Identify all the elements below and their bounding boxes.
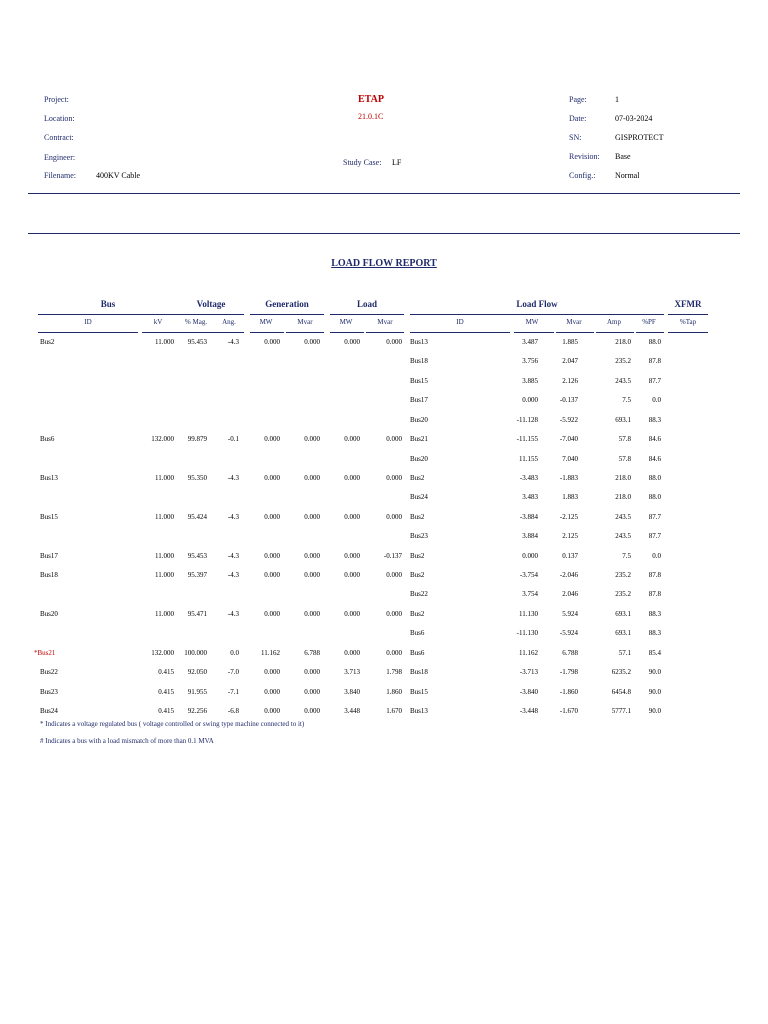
col-line-ang xyxy=(214,332,244,333)
page-label: Page: xyxy=(569,95,587,104)
cell-ang: -4.3 xyxy=(227,552,239,560)
col-line-gen-mvar xyxy=(286,332,324,333)
col-line-flow-id xyxy=(410,332,510,333)
cell-amp: 235.2 xyxy=(615,571,631,579)
contract-label: Contract: xyxy=(44,133,74,142)
engineer-label: Engineer: xyxy=(44,153,76,162)
cell-to: Bus13 xyxy=(410,707,428,715)
cell-to: Bus22 xyxy=(410,590,428,598)
cell-fmw: 3.884 xyxy=(522,532,538,540)
cell-fmw: -3.884 xyxy=(519,513,538,521)
cell-mag: 92.256 xyxy=(187,707,207,715)
study-case-value: LF xyxy=(392,158,402,167)
cell-amp: 218.0 xyxy=(615,493,631,501)
col-header-flow-mvar: Mvar xyxy=(566,318,582,326)
group-line-load xyxy=(330,314,404,315)
cell-lmvar: 0.000 xyxy=(386,435,402,443)
cell-lmvar: 0.000 xyxy=(386,571,402,579)
cell-bus: Bus17 xyxy=(40,552,58,560)
cell-pf: 90.0 xyxy=(648,707,661,715)
cell-fmvar: -5.924 xyxy=(559,629,578,637)
cell-fmvar: -1.883 xyxy=(559,474,578,482)
col-header-kv: kV xyxy=(153,318,163,326)
report-title: LOAD FLOW REPORT xyxy=(331,258,437,269)
cell-mag: 100.000 xyxy=(184,649,207,657)
cell-fmw: -3.840 xyxy=(519,688,538,696)
col-header-tap: %Tap xyxy=(679,318,697,326)
col-line-flow-mvar xyxy=(556,332,594,333)
sn-label: SN: xyxy=(569,133,582,142)
cell-pf: 84.6 xyxy=(648,435,661,443)
cell-pf: 87.7 xyxy=(648,532,661,540)
cell-ang: -4.3 xyxy=(227,338,239,346)
cell-kv: 0.415 xyxy=(158,668,174,676)
cell-bus: Bus13 xyxy=(40,474,58,482)
cell-amp: 218.0 xyxy=(615,474,631,482)
cell-lmw: 3.840 xyxy=(344,688,360,696)
cell-amp: 693.1 xyxy=(615,629,631,637)
col-header-bus-id: ID xyxy=(84,318,92,326)
cell-kv: 0.415 xyxy=(158,688,174,696)
cell-pf: 88.3 xyxy=(648,416,661,424)
cell-lmvar: 0.000 xyxy=(386,338,402,346)
cell-fmvar: 2.046 xyxy=(562,590,578,598)
cell-gmvar: 0.000 xyxy=(304,513,320,521)
cell-gmvar: 0.000 xyxy=(304,688,320,696)
cell-gmvar: 0.000 xyxy=(304,668,320,676)
cell-to: Bus21 xyxy=(410,435,428,443)
cell-to: Bus18 xyxy=(410,357,428,365)
cell-kv: 11.000 xyxy=(155,474,174,482)
cell-fmvar: 2.126 xyxy=(562,377,578,385)
cell-ang: -7.1 xyxy=(227,688,239,696)
date-label: Date: xyxy=(569,114,587,123)
cell-to: Bus2 xyxy=(410,571,425,579)
cell-lmw: 3.713 xyxy=(344,668,360,676)
cell-lmvar: 0.000 xyxy=(386,513,402,521)
cell-gmw: 0.000 xyxy=(264,338,280,346)
col-line-bus-id xyxy=(38,332,138,333)
cell-mag: 92.050 xyxy=(187,668,207,676)
cell-amp: 693.1 xyxy=(615,610,631,618)
page-value: 1 xyxy=(615,95,619,104)
cell-gmw: 0.000 xyxy=(264,474,280,482)
cell-gmw: 11.162 xyxy=(261,649,280,657)
col-header-gen-mw: MW xyxy=(259,318,273,326)
col-line-kv xyxy=(142,332,178,333)
cell-gmvar: 0.000 xyxy=(304,571,320,579)
cell-pf: 84.6 xyxy=(648,455,661,463)
cell-gmw: 0.000 xyxy=(264,610,280,618)
cell-fmvar: -2.046 xyxy=(559,571,578,579)
col-header-load-mvar: Mvar xyxy=(377,318,393,326)
col-header-pf: %PF xyxy=(642,318,656,326)
cell-gmvar: 0.000 xyxy=(304,552,320,560)
cell-to: Bus2 xyxy=(410,474,425,482)
cell-fmvar: -2.125 xyxy=(559,513,578,521)
header-divider xyxy=(28,193,740,194)
cell-bus: Bus2 xyxy=(40,338,55,346)
cell-gmvar: 0.000 xyxy=(304,435,320,443)
cell-amp: 57.8 xyxy=(618,435,631,443)
cell-fmvar: -1.860 xyxy=(559,688,578,696)
cell-mag: 95.453 xyxy=(187,338,207,346)
cell-gmw: 0.000 xyxy=(264,513,280,521)
cell-gmvar: 0.000 xyxy=(304,338,320,346)
cell-lmw: 0.000 xyxy=(344,513,360,521)
cell-bus: Bus18 xyxy=(40,571,58,579)
cell-to: Bus6 xyxy=(410,629,425,637)
cell-kv: 11.000 xyxy=(155,571,174,579)
cell-to: Bus23 xyxy=(410,532,428,540)
cell-fmvar: 6.788 xyxy=(562,649,578,657)
cell-amp: 7.5 xyxy=(622,396,631,404)
cell-ang: -6.8 xyxy=(227,707,239,715)
note-load-mismatch: # Indicates a bus with a load mismatch of more than 0.1 MVA xyxy=(40,737,214,745)
cell-pf: 88.0 xyxy=(648,474,661,482)
col-line-mag xyxy=(178,332,214,333)
cell-amp: 6235.2 xyxy=(611,668,631,676)
col-header-flow-id: ID xyxy=(456,318,464,326)
cell-ang: -4.3 xyxy=(227,571,239,579)
cell-fmw: 3.885 xyxy=(522,377,538,385)
cell-kv: 11.000 xyxy=(155,552,174,560)
cell-fmw: -3.713 xyxy=(519,668,538,676)
cell-fmvar: 1.883 xyxy=(562,493,578,501)
cell-bus: Bus22 xyxy=(40,668,58,676)
cell-gmvar: 0.000 xyxy=(304,707,320,715)
cell-lmw: 0.000 xyxy=(344,610,360,618)
cell-fmvar: 0.137 xyxy=(562,552,578,560)
sn-value: GISPROTECT xyxy=(615,133,664,142)
cell-fmvar: 7.040 xyxy=(562,455,578,463)
col-header-amp: Amp xyxy=(607,318,621,326)
cell-pf: 0.0 xyxy=(652,396,661,404)
project-label: Project: xyxy=(44,95,69,104)
cell-to: Bus15 xyxy=(410,688,428,696)
cell-ang: -4.3 xyxy=(227,474,239,482)
cell-pf: 88.0 xyxy=(648,493,661,501)
cell-pf: 88.3 xyxy=(648,629,661,637)
col-header-gen-mvar: Mvar xyxy=(297,318,313,326)
cell-gmvar: 0.000 xyxy=(304,474,320,482)
cell-fmw: 3.756 xyxy=(522,357,538,365)
cell-fmw: -3.448 xyxy=(519,707,538,715)
cell-pf: 88.3 xyxy=(648,610,661,618)
group-header-bus: Bus xyxy=(100,299,116,309)
cell-kv: 11.000 xyxy=(155,610,174,618)
col-line-gen-mw xyxy=(250,332,284,333)
col-line-flow-mw xyxy=(514,332,554,333)
cell-lmvar: 1.670 xyxy=(386,707,402,715)
cell-lmvar: 1.860 xyxy=(386,688,402,696)
cell-lmw: 0.000 xyxy=(344,552,360,560)
group-header-load: Load xyxy=(356,299,377,309)
cell-bus: Bus15 xyxy=(40,513,58,521)
cell-gmw: 0.000 xyxy=(264,571,280,579)
cell-lmvar: 0.000 xyxy=(386,649,402,657)
group-line-xfmr xyxy=(668,314,708,315)
filename-label: Filename: xyxy=(44,171,76,180)
cell-fmw: 11.130 xyxy=(519,610,538,618)
cell-bus: Bus6 xyxy=(40,435,55,443)
revision-value: Base xyxy=(615,152,631,161)
cell-mag: 95.453 xyxy=(187,552,207,560)
cell-to: Bus2 xyxy=(410,610,425,618)
cell-pf: 88.0 xyxy=(648,338,661,346)
cell-gmw: 0.000 xyxy=(264,668,280,676)
cell-to: Bus20 xyxy=(410,416,428,424)
cell-fmvar: -5.922 xyxy=(559,416,578,424)
cell-lmw: 0.000 xyxy=(344,338,360,346)
cell-mag: 99.879 xyxy=(187,435,207,443)
group-header-generation: Generation xyxy=(265,299,309,309)
cell-lmw: 0.000 xyxy=(344,571,360,579)
cell-fmw: -11.128 xyxy=(516,416,538,424)
cell-mag: 95.350 xyxy=(187,474,207,482)
col-header-flow-mw: MW xyxy=(525,318,539,326)
cell-amp: 5777.1 xyxy=(611,707,631,715)
cell-to: Bus20 xyxy=(410,455,428,463)
cell-to: Bus17 xyxy=(410,396,428,404)
cell-pf: 87.8 xyxy=(648,357,661,365)
cell-pf: 90.0 xyxy=(648,688,661,696)
col-line-load-mvar xyxy=(366,332,404,333)
cell-gmw: 0.000 xyxy=(264,707,280,715)
cell-fmvar: 2.125 xyxy=(562,532,578,540)
cell-fmvar: -1.670 xyxy=(559,707,578,715)
cell-mag: 95.397 xyxy=(187,571,207,579)
cell-lmvar: 0.000 xyxy=(386,474,402,482)
cell-to: Bus13 xyxy=(410,338,428,346)
cell-fmw: 0.000 xyxy=(522,552,538,560)
filename-value: 400KV Cable xyxy=(96,171,141,180)
cell-fmvar: 2.047 xyxy=(562,357,578,365)
cell-fmw: 0.000 xyxy=(522,396,538,404)
group-header-xfmr: XFMR xyxy=(674,299,702,309)
cell-kv: 132.000 xyxy=(151,649,174,657)
cell-gmw: 0.000 xyxy=(264,552,280,560)
cell-mag: 91.955 xyxy=(187,688,207,696)
cell-lmvar: -0.137 xyxy=(383,552,402,560)
cell-fmw: -11.130 xyxy=(516,629,538,637)
report-header xyxy=(0,0,768,200)
col-header-mag: % Mag. xyxy=(184,318,208,326)
cell-fmvar: -0.137 xyxy=(559,396,578,404)
cell-amp: 218.0 xyxy=(615,338,631,346)
col-line-pf xyxy=(636,332,664,333)
cell-to: Bus18 xyxy=(410,668,428,676)
col-line-load-mw xyxy=(330,332,364,333)
cell-amp: 243.5 xyxy=(615,513,631,521)
cell-amp: 693.1 xyxy=(615,416,631,424)
cell-ang: -4.3 xyxy=(227,513,239,521)
cell-lmw: 0.000 xyxy=(344,435,360,443)
cell-amp: 57.8 xyxy=(618,455,631,463)
cell-fmvar: -7.040 xyxy=(559,435,578,443)
revision-label: Revision: xyxy=(569,152,600,161)
cell-kv: 0.415 xyxy=(158,707,174,715)
cell-fmw: -11.155 xyxy=(516,435,538,443)
cell-fmvar: -1.798 xyxy=(559,668,578,676)
cell-to: Bus6 xyxy=(410,649,425,657)
config-label: Config.: xyxy=(569,171,596,180)
cell-to: Bus15 xyxy=(410,377,428,385)
cell-kv: 11.000 xyxy=(155,513,174,521)
cell-kv: 132.000 xyxy=(151,435,174,443)
cell-pf: 87.8 xyxy=(648,590,661,598)
section-divider xyxy=(28,233,740,234)
cell-mag: 95.471 xyxy=(187,610,207,618)
group-line-load-flow xyxy=(410,314,664,315)
cell-gmw: 0.000 xyxy=(264,435,280,443)
app-name: ETAP xyxy=(358,94,384,105)
cell-fmvar: 1.885 xyxy=(562,338,578,346)
group-line-bus xyxy=(38,314,178,315)
cell-fmvar: 5.924 xyxy=(562,610,578,618)
cell-amp: 235.2 xyxy=(615,357,631,365)
cell-pf: 87.8 xyxy=(648,571,661,579)
cell-gmvar: 6.788 xyxy=(304,649,320,657)
col-header-ang: Ang. xyxy=(222,318,236,326)
cell-fmw: -3.483 xyxy=(519,474,538,482)
cell-pf: 90.0 xyxy=(648,668,661,676)
col-line-tap xyxy=(668,332,708,333)
cell-fmw: 11.155 xyxy=(519,455,538,463)
cell-kv: 11.000 xyxy=(155,338,174,346)
cell-pf: 0.0 xyxy=(652,552,661,560)
cell-fmw: -3.754 xyxy=(519,571,538,579)
cell-ang: 0.0 xyxy=(230,649,239,657)
col-header-load-mw: MW xyxy=(339,318,353,326)
group-header-load-flow: Load Flow xyxy=(516,299,558,309)
cell-to: Bus2 xyxy=(410,552,425,560)
group-header-voltage: Voltage xyxy=(196,299,226,309)
config-value: Normal xyxy=(615,171,640,180)
cell-pf: 85.4 xyxy=(648,649,661,657)
cell-pf: 87.7 xyxy=(648,377,661,385)
cell-amp: 57.1 xyxy=(618,649,631,657)
cell-to: Bus24 xyxy=(410,493,428,501)
cell-lmvar: 1.798 xyxy=(386,668,402,676)
cell-ang: -7.0 xyxy=(227,668,239,676)
cell-mag: 95.424 xyxy=(187,513,207,521)
cell-fmw: 3.754 xyxy=(522,590,538,598)
location-label: Location: xyxy=(44,114,75,123)
cell-amp: 243.5 xyxy=(615,377,631,385)
cell-bus: Bus23 xyxy=(40,688,58,696)
cell-amp: 6454.8 xyxy=(611,688,631,696)
cell-pf: 87.7 xyxy=(648,513,661,521)
cell-bus: *Bus21 xyxy=(34,649,56,657)
cell-lmw: 3.448 xyxy=(344,707,360,715)
cell-bus: Bus20 xyxy=(40,610,58,618)
cell-gmvar: 0.000 xyxy=(304,610,320,618)
cell-amp: 235.2 xyxy=(615,590,631,598)
cell-ang: -0.1 xyxy=(227,435,239,443)
cell-amp: 243.5 xyxy=(615,532,631,540)
cell-lmw: 0.000 xyxy=(344,649,360,657)
cell-fmw: 3.483 xyxy=(522,493,538,501)
cell-to: Bus2 xyxy=(410,513,425,521)
cell-amp: 7.5 xyxy=(622,552,631,560)
group-line-voltage xyxy=(178,314,244,315)
cell-fmw: 3.487 xyxy=(522,338,538,346)
cell-lmw: 0.000 xyxy=(344,474,360,482)
cell-bus: Bus24 xyxy=(40,707,58,715)
col-line-amp xyxy=(596,332,634,333)
note-voltage-regulated: * Indicates a voltage regulated bus ( voltage controlled or swing type machine connected to it) xyxy=(40,720,305,728)
date-value: 07-03-2024 xyxy=(615,114,653,123)
group-line-generation xyxy=(250,314,324,315)
cell-fmw: 11.162 xyxy=(519,649,538,657)
cell-gmw: 0.000 xyxy=(264,688,280,696)
cell-lmvar: 0.000 xyxy=(386,610,402,618)
cell-ang: -4.3 xyxy=(227,610,239,618)
app-version: 21.0.1C xyxy=(358,112,384,121)
study-case-label: Study Case: xyxy=(343,158,382,167)
